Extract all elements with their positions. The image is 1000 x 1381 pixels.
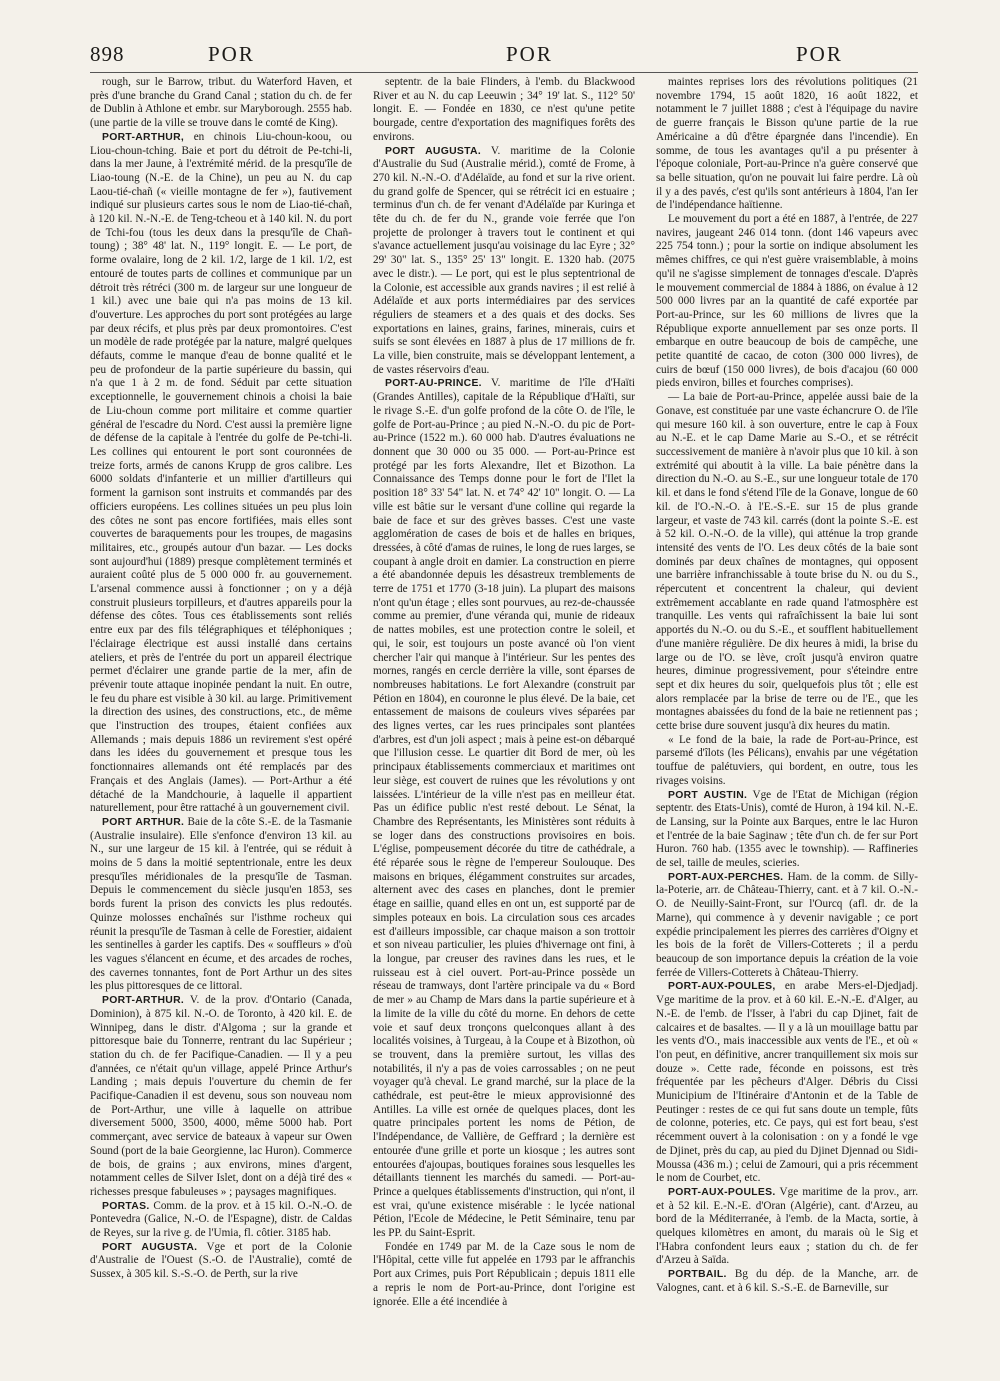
entry-text: Ham. de la comm. de Silly-la-Poterie, arr. de Château-Thierry, cant. et à 7 kil. O.-N.-O. de Neuilly-Saint-Front, sur l'Ourcq (afl. dr. de la Marne), qui commence à y devenir navigable ; ce port expédie principalement les pierres des carrières d'Oigny et les bois de la forêt de Villers-Cotterets ; il a perdu beaucoup de son importance depuis la création de la voie ferrée de Villers-Cotterets à Château-Thierry. — [656, 870, 918, 979]
entry-text: Vge maritime de la prov., arr. et à 52 kil. E.-N.-E. d'Oran (Algérie), cant. d'Arzeu, au bord de la Méditerranée, à l'emb. de la Macta, sortie, à quelques kilomètres en amont, du marais où le Sig et l'Habra confondent leurs eaux ; station du ch. de fer d'Arzeu à Saïda. — [656, 1185, 918, 1267]
text-column-3 — [656, 76, 918, 1366]
entry-paragraph — [656, 391, 918, 734]
entry-headword: PORT-AUX-POULES, — [668, 981, 776, 993]
dictionary-entry — [656, 1186, 918, 1268]
entry-headword: PORT-ARTHUR. — [102, 995, 185, 1007]
entry-text: en chinois Liu-choun-koou, ou Liou-choun-tching. Baie et port du détroit de Pe-tchi-li, dans la mer Jaune, à l'extrémité mérid. de la presqu'île de Liao-toung (N.-E. de la Chine), un peu au N. du cap Laou-tié-chañ (« vieille montagne de fer »), fautivement indiqué sur plusieurs cartes sous le nom de Liao-tié-chañ, à 120 kil. N.-N.-E. de Teng-tcheou et à 140 kil. N. du port de Tchi-fou (tous les deux dans la presqu'île de Chañ-toung) ; 38° 48' lat. N., 119° longit. E. — Le port, de forme ovalaire, long de 2 kil. 1/2, large de 1 kil. 1/2, est entouré de toutes parts de collines et communique par un détroit très rétréci (300 m. de largeur sur une longueur de 1 kil.) avec une baie qui n'a pas moins de 13 kil. d'ouverture. Les approches du port sont protégées au large par deux récifs, et plus près par deux promontoires. C'est un modèle de rade protégée par la nature, malgré quelques défauts, comme le manque d'eau de bonne qualité et le peu de profondeur de la partie supérieure du bassin, qui n'a que 1 à 2 m. de fond. Séduit par cette situation exceptionnelle, le gouvernement chinois a choisi la baie de Liu-choun comme port militaire et comme quartier général de l'escadre du Nord. C'est aussi la première ligne de défense de la capitale à l'entrée du golfe de Pe-tchi-li. Les collines qui entourent le port sont couronnées de treize forts, armés de canons Krupp de gros calibre. Les 6000 soldats d'infanterie et un millier d'artilleurs qui forment la garnison sont instruits et commandés par des officiers européens. Les collines situées un peu plus loin des côtes ne sont pas encore fortifiées, mais elles sont couvertes de baraquements pour les troupes, de magasins militaires, etc., groupés autour d'un bazar. — Les docks sont aujourd'hui (1889) presque complètement terminés et auraient coûté plus de 5 000 000 fr. au gouvernement. L'arsenal commence aussi à fonctionner ; on y a déjà construit plusieurs torpilleurs, et d'autres appareils pour la défense des côtes. Tous ces établissements sont reliés entre eux par des fils télégraphiques et téléphoniques ; l'éclairage électrique est aussi installé dans certains ateliers, et près de l'entrée du port un appareil électrique permet d'éclairer une grande partie de la mer, afin de prévenir toute attaque inopinée pendant la nuit. En outre, le feu du phare est visible à 30 kil. au large. Primitivement la direction des usines, des constructions, etc., de même que l'instruction des troupes, étaient confiées aux Allemands ; mais depuis 1886 un revirement s'est opéré dans les idées du gouvernement et presque tous les fonctionnaires allemands ont été remplacés par des Français et des Anglais (James). — Port-Arthur a été détaché de la Mandchourie, à laquelle il appartient naturellement, pour être rattaché à un gouvernement civil. — [90, 130, 352, 815]
entry-text: Bg du dép. de la Manche, arr. de Valognes, cant. et à 6 kil. S.-S.-E. de Barneville, sur — [656, 1268, 918, 1294]
header-rule — [90, 72, 918, 73]
entry-headword: PORT AUSTIN. — [668, 789, 748, 801]
text-column-1 — [90, 76, 352, 1366]
text-column-2 — [373, 76, 635, 1366]
entry-paragraph — [656, 734, 918, 789]
entry-text: — La baie de Port-au-Prince, appelée aussi baie de la Gonave, est constituée par une vaste échancrure O. de l'île qui mesure 160 kil. à son ouverture, entre le cap à Foux au N.-E. et le cap Dame Marie au S.-O., et se rétrécit successivement de manière à n'avoir plus que 10 kil. à son extrémité qui aboutit à la ville. La baie pénètre dans la direction du N.-O. au S.-E., sur une longueur totale de 170 kil. et dans le fond s'étend l'île de la Gonave, longue de 60 kil. de l'O.-N.-O. à l'E.-S.-E. sur 15 de plus grande largeur, et vaste de 743 kil. carrés (dont la pointe S.-E. est à 52 kil. O.-N.-O. de la ville), qui atténue la trop grande intensité des vents de l'O. Les deux côtés de la baie sont dominés par deux chaînes de montagnes, qui opposent une barrière infranchissable à toute brise du N. ou du S., répercutent et concentrent la chaleur, qui devient extrêmement accablante en rade quand l'atmosphère est tranquille. Les vents qui rafraîchissent la baie lui sont apportés du N.-O. ou du S.-E., et soufflent habituellement d'une manière régulière. De dix heures à midi, la brise du large ou de l'O. se lève, croît jusqu'à environ quatre heures, diminue progressivement, pour s'éteindre entre sept et dix heures du soir, quelquefois plus tôt ; elle est alors remplacée par la brise de terre ou de l'E., que les montagnes abaissées du fond de la baie ne retiennent pas ; cette brise dure souvent jusqu'à dix heures du matin. — [656, 391, 918, 733]
entry-headword: PORT-ARTHUR, — [102, 131, 185, 143]
entry-text: rough, sur le Barrow, tribut. du Waterford Haven, et près d'une branche du Grand Canal ; station du ch. de fer de Dublin à Athlone et embr. sur Maryborough. 2555 hab. (une partie de la ville se trouve dans le comté de King). — [90, 76, 352, 130]
dictionary-entry — [373, 377, 635, 1240]
entry-text: Fondée en 1749 par M. de la Caze sous le nom de l'Hôpital, cette ville fut appelée en 1793 par le affranchis Port aux Crimes, puis Port Républicain ; depuis 1811 elle a repris le nom de Port-au-Prince, dont l'origine est ignorée. Elle a été incendiée à — [373, 1240, 635, 1308]
entry-text: Vge de l'Etat de Michigan (région septentr. des Etats-Unis), comté de Huron, à 194 kil. N.-E. de Lansing, sur la Pointe aux Barques, entre le lac Huron et l'entrée de la baie Saginaw ; tête d'un ch. de fer sur Port Huron. 760 hab. (1355 avec le township). — Raffineries de sel, taille de meules, scieries. — [656, 788, 918, 870]
entry-text: Comm. de la prov. et à 15 kil. O.-N.-O. de Pontevedra (Galice, N.-O. de l'Espagne), distr. de Caldas de Reyes, sur la rive g. de l'Umia, fl. côtier. 3185 hab. — [90, 1199, 352, 1240]
entry-text: Vge et port de la Colonie d'Australie de l'Ouest (S.-O. de l'Australie), comté de Sussex, à 305 kil. S.-S.-O. de Perth, sur la rive — [90, 1240, 352, 1281]
entry-text: septentr. de la baie Flinders, à l'emb. du Blackwood River et au N. du cap Leeuwin ; 34° 19' lat. S., 112° 50' longit. E. — Fondée en 1830, ce n'est qu'une petite bourgade, centre d'exportation des magnifiques forêts des environs. — [373, 76, 635, 143]
entry-headword: PORT-AUX-PERCHES. — [668, 871, 784, 883]
entry-text: « Le fond de la baie, la rade de Port-au-Prince, est parsemé d'îlots (les Pélicans), envahis par une végétation touffue de palétuviers, qui bordent, en outre, tous les rivages voisins. — [656, 733, 918, 787]
entry-headword: PORT-AU-PRINCE. — [385, 378, 482, 390]
entry-text: V. maritime de la Colonie d'Australie du Sud (Australie mérid.), comté de Frome, à 270 kil. N.-N.-O. d'Adélaïde, au fond et sur la rive orient. du grand golfe de Spencer, qui se rétrécit ici en estuaire ; terminus d'un ch. de fer venant d'Adélaïde par Kuringa et tête du ch. de fer du N., grande voie ferrée que l'on projette de prolonger à travers tout le continent et qui s'avance actuellement jusqu'au voisinage du lac Eyre ; 32° 29' 30" lat. S., 135° 25' 13" longit. E. 1320 hab. (2075 avec le distr.). — Le port, qui est le plus septentrional de la Colonie, est accessible aux grands navires ; il est relié à Adélaïde et aux ports intermédiaires par des services réguliers de steamers et a des quais et des docks. Ses exportations en laines, grains, farines, minerais, cuirs et suifs se sont élevées en 1887 à plus de 17 millions de fr. La ville, bien construite, mais se développant lentement, a de vastes réservoirs d'eau. — [373, 144, 635, 376]
entry-text: en arabe Mers-el-Djedjadj. Vge maritime de la prov. et à 60 kil. E.-N.-E. d'Alger, au N.-E. de l'emb. de l'Isser, à l'abri du cap Djinet, fait de calcaires et de basaltes. — Il y a là un mouillage battu par les vents d'O., mais inaccessible aux vents de l'E., et où « l'on peut, en définitive, ancrer tranquillement six mois sur douze ». Cette rade, féconde en poissons, est très fréquentée par les pêcheurs d'Alger. Débris du Cissi Municipium de l'Itinéraire d'Antonin et de la Table de Peutinger : restes de ce qui fut sans doute un temple, fûts de colonne, poteries, etc. Ce pays, qui est fort beau, s'est récemment ouvert à la colonisation : on y a fondé le vge de Djinet, près du cap, au pied du Djinet Djennad ou Sidi-Moussa (436 m.) ; celui de Zamouri, qui a pris récemment le nom de Courbet, etc. — [656, 980, 918, 1185]
dictionary-entry — [656, 789, 918, 871]
entry-headword: PORT ARTHUR. — [102, 816, 185, 828]
entry-paragraph — [373, 1241, 635, 1310]
entry-paragraph — [656, 213, 918, 391]
dictionary-entry — [90, 1200, 352, 1241]
dictionary-entry — [90, 816, 352, 994]
entry-headword: PORTBAIL. — [668, 1269, 727, 1281]
running-head-left: POR — [208, 42, 255, 66]
entry-headword: PORTAS. — [102, 1200, 150, 1212]
dictionary-entry — [90, 994, 352, 1200]
entry-text: Le mouvement du port a été en 1887, à l'entrée, de 227 navires, jaugeant 246 014 tonn. (dont 146 vapeurs avec 225 754 tonn.) ; pour la sortie on indique absolument les mêmes chiffres, ce qui n'est guère vraisemblable, à moins qu'il ne s'agisse simplement de tonnages d'escale. D'après le mouvement commercial de 1884 à 1886, on évalue à 12 500 000 livres par an la quantité de café exportée par Port-au-Prince, sur les 60 millions de livres que la République exporte annuellement par ses onze ports. Il embarque en outre beaucoup de bois de campêche, une petite quantité de cacao, de coton (300 000 livres), de cuirs de bœuf (150 000 livres), de bois d'acajou (60 000 pieds environ, billes et fourches comprises). — [656, 213, 918, 390]
entry-headword: PORT AUGUSTA. — [102, 1241, 198, 1253]
running-head-center: POR — [506, 42, 553, 66]
dictionary-entry — [656, 980, 918, 1186]
dictionary-entry — [656, 1268, 918, 1295]
entry-paragraph — [90, 76, 352, 131]
dictionary-entry — [373, 145, 635, 378]
entry-headword: PORT AUGUSTA. — [385, 145, 482, 157]
entry-headword: PORT-AUX-POULES. — [668, 1186, 776, 1198]
entry-text: V. de la prov. d'Ontario (Canada, Dominion), à 875 kil. N.-O. de Toronto, à 420 kil. E. de Winnipeg, dans le distr. d'Algoma ; sur la grande et pittoresque baie du Tonnerre, rentrant du lac Supérieur ; station du ch. de fer Pacifique-Canadien. — Il y a peu d'années, ce n'était qu'un village, appelé Prince Arthur's Landing ; mais depuis l'ouverture du chemin de fer Pacifique-Canadien il est devenu, sous son nouveau nom de Port-Arthur, une ville à laquelle on attribue diversement 5000, 3500, 4000, même 5000 hab. Port commerçant, avec service de bateaux à vapeur sur Owen Sound (port de la baie Georgienne, lac Huron). Commerce de bois, de grains ; aux environs, mines d'argent, notamment celles de Silver Islet, dont on a déjà tiré des « richesses presque fabuleuses » ; paysages magnifiques. — [90, 994, 352, 1198]
entry-paragraph — [656, 76, 918, 213]
dictionary-entry — [90, 1241, 352, 1282]
dictionary-entry — [656, 871, 918, 981]
dictionary-entry — [90, 131, 352, 816]
entry-text: V. maritime de l'île d'Haïti (Grandes Antilles), capitale de la République d'Haïti, sur le rivage S.-E. d'un golfe profond de la côte O. de l'île, le golfe de Port-au-Prince ; au pied N.-N.-O. du pic de Port-au-Prince (1522 m.). 60 000 hab. D'autres évaluations ne donnent que 30 000 ou 35 000. — Port-au-Prince est protégé par les forts Alexandre, Ilet et Bizothon. La Connaissance des Temps donne pour le fort de l'Ilet la position 18° 33' 54" lat. N. et 74° 42' 10" longit. O. — La ville est bâtie sur le versant d'une colline qui regarde la baie de face et sur des grèves basses. C'est une vaste agglomération de cases de bois et de halles en briques, dressées, à côté d'amas de ruines, le long de rues larges, se coupant à angle droit en damier. La construction en pierre a été abandonnée depuis les désastreux tremblements de terre de 1751 et 1770 (3-18 juin). La plupart des maisons n'ont qu'un étage ; elles sont pourvues, au rez-de-chaussée comme au premier, d'une véranda qui, munie de rideaux de nattes mobiles, est une protection contre le soleil, et qui, le soir, est toujours un poste avancé où l'on vient chercher l'air qui manque à l'intérieur. Sur les pentes des mornes, rangés en cercle derrière la ville, sont éparses de nombreuses habitations. Le fort Alexandre (construit par Pétion en 1804), en couronne le plus élevé. De la baie, cet entassement de maisons de couleurs vives séparées par des lignes vertes, car les rues principales sont plantées d'arbres, est d'un joli aspect ; mais à peine est-on débarqué que l'illusion cesse. Le quartier dit Bord de mer, où les principaux établissements commerciaux et maritimes ont leur siège, est couvert de ruines que les révolutions y ont laissées. L'intérieur de la ville n'est pas en meilleur état. Pas un édifice public n'est resté debout. Le Sénat, la Chambre des Représentants, les Ministères sont réduits à se loger dans des constructions provisoires en bois. L'église, pompeusement décorée du titre de cathédrale, a été réparée sous le règne de l'empereur Soulouque. Des maisons en briques, élégamment construites sur arcades, alternent avec des cases en planches, dont le premier étage en saillie, quand elles en ont un, est supporté par de simples poteaux en bois. La circulation sous ces arcades est d'ailleurs impossible, car chaque maison a son trottoir et son niveau particulier, les pluies d'hivernage ont fini, à la longue, par creuser des ravines dans les rues, et le ruisseau est à ciel ouvert. Port-au-Prince possède un réseau de tramways, dont l'artère principale va du « Bord de mer » au Champ de Mars dans la partie supérieure et à la limite de la ville du côté du morne. En dehors de cette voie et sauf deux tronçons quelconques allant à des localités voisines, à Turgeau, à la Coupe et à Bizothon, où se trouvent, dans la première surtout, les villas des notabilités, il n'y a pas de voies carrossables ; on ne peut voyager qu'à cheval. Le grand marché, sur la place de la cathédrale, est peut-être le mieux approvisionné des Antilles. La ville est ornée de quelques places, dont les quatre principales portent les noms de Pétion, de l'Indépendance, de Vallière, de Geffrard ; la dernière est entourée d'une grille et porte un kiosque ; les autres sont entourées d'ajoupas, boutiques foraines sous lesquelles les détaillants tiennent les marchés du samedi. — Port-au-Prince a quelques établissements d'instruction, qui n'ont, il est vrai, qu'une existence misérable : le lycée national Pétion, l'Ecole de Médecine, le Petit Séminaire, tenu par les PP. du Saint-Esprit. — [373, 377, 635, 1240]
page-number: 898 — [90, 42, 125, 66]
entry-text: Baie de la côte S.-E. de la Tasmanie (Australie insulaire). Elle s'enfonce d'environ 13 kil. au N., sur une largeur de 15 kil. à l'entrée, qui se réduit à moins de 5 dans la moitié septentrionale, entre les deux presqu'îles méridionales de la presqu'île de Tasman. Depuis le commencement du siècle jusqu'en 1853, ses bords furent la prison des convicts les plus redoutés. Quinze molosses enchaînés sur l'isthme rocheux qui réunit la presqu'île de Tasman à celle de Forestier, aidaient les sentinelles à garder les captifs. Des « souffleurs » d'où les vagues s'élancent en écume, et des arcades de roches, des cavernes tonnantes, font de Port Arthur un des sites les plus pittoresques de ce littoral. — [90, 815, 352, 993]
entry-text: maintes reprises lors des révolutions politiques (21 novembre 1794, 15 août 1820, 16 août 1822, et notamment le 7 juillet 1888 ; c'est à l'équipage du navire de guerre français le Bisson qu'une partie de la rue Américaine a dû d'être épargnée dans l'incendie). En somme, de tous les avantages qu'il a pu présenter à l'époque coloniale, Port-au-Prince n'a guère conservé que sa belle situation, qu'on ne pouvait lui faire perdre. Là où il y a des pavés, c'est qu'ils sont antérieurs à 1804, l'an Ier de l'indépendance haïtienne. — [656, 76, 918, 212]
entry-paragraph — [373, 76, 635, 145]
running-head-right: POR — [796, 42, 843, 66]
